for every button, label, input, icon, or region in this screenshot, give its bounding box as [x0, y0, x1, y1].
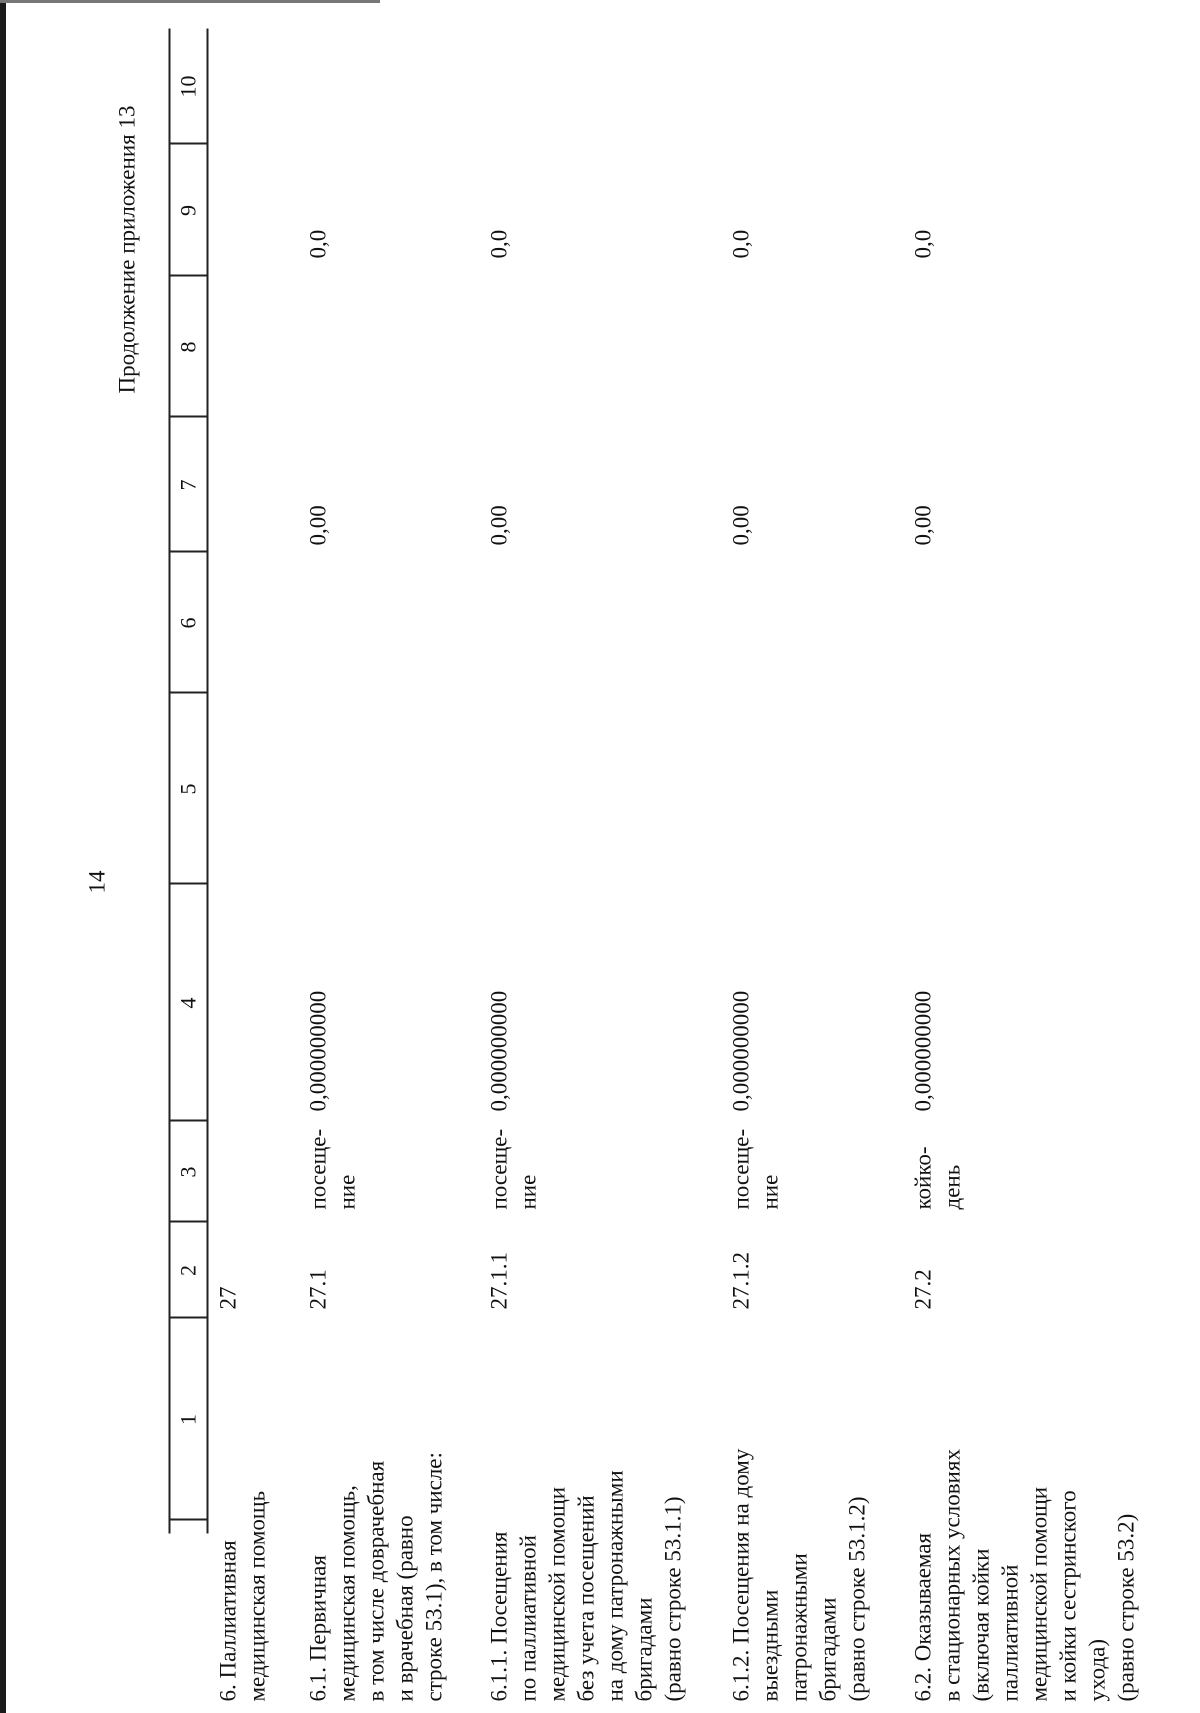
- header-bottom-rule: [206, 28, 208, 1533]
- row-norm: 0,000000000: [728, 990, 753, 1111]
- column-number: 10: [175, 75, 200, 97]
- row-value-col9: 0,0: [305, 229, 330, 258]
- row-norm: 0,000000000: [486, 990, 511, 1111]
- row-name: 6.1. Первичная медицинская помощь, в том числе доврачебная и врачебная (равно строке 53.1), в том числе:: [305, 1451, 446, 1701]
- row-unit: посеще- ние: [728, 1128, 782, 1209]
- page-number: 14: [84, 870, 109, 893]
- row-name: 6.2. Оказываемая в стационарных условиях (включая койки паллиативной медицинской помощи и койки сестринского ухода) (равно строке 53.2): [910, 1448, 1138, 1701]
- row-unit: посеще- ние: [305, 1128, 359, 1209]
- row-unit: койко- день: [910, 1146, 964, 1209]
- continuation-title: Продолжение приложения 13: [114, 105, 139, 393]
- column-number: 4: [175, 997, 200, 1008]
- row-name: 6.1.1. Посещения по паллиативной медицинской помощи без учета посещений на дому патронажными бригадами (равно строке 53.1.1): [486, 1469, 685, 1701]
- column-number: 9: [175, 204, 200, 216]
- row-value-col7: 0,00: [728, 504, 753, 545]
- row-value-col7: 0,00: [910, 504, 935, 545]
- column-number: 3: [175, 1166, 200, 1177]
- row-value-col7: 0,00: [305, 504, 330, 545]
- row-value-col9: 0,0: [910, 229, 935, 258]
- column-number: 2: [175, 1264, 200, 1276]
- row-value-col9: 0,0: [728, 229, 753, 258]
- row-code: 27.2: [910, 1268, 935, 1309]
- row-code: 27.1.2: [728, 1251, 753, 1309]
- row-norm: 0,000000000: [910, 990, 935, 1111]
- row-code: 27.1.1: [486, 1251, 511, 1309]
- row-name: 6. Паллиативная медицинская помощь: [215, 1490, 269, 1701]
- row-code: 27: [215, 1286, 240, 1309]
- header-top-rule: [168, 28, 170, 1533]
- column-number: 6: [175, 617, 200, 628]
- column-number: 8: [175, 341, 200, 352]
- row-norm: 0,000000000: [305, 990, 330, 1111]
- row-name: 6.1.2. Посещения на дому выездными патронажными бригадами (равно строке 53.1.2): [728, 1448, 869, 1701]
- row-code: 27.1: [305, 1268, 330, 1309]
- column-number: 5: [175, 783, 200, 794]
- row-value-col7: 0,00: [486, 504, 511, 545]
- column-number: 1: [175, 1413, 200, 1425]
- row-value-col9: 0,0: [486, 229, 511, 258]
- row-unit: посеще- ние: [486, 1128, 540, 1209]
- column-number: 7: [175, 479, 200, 490]
